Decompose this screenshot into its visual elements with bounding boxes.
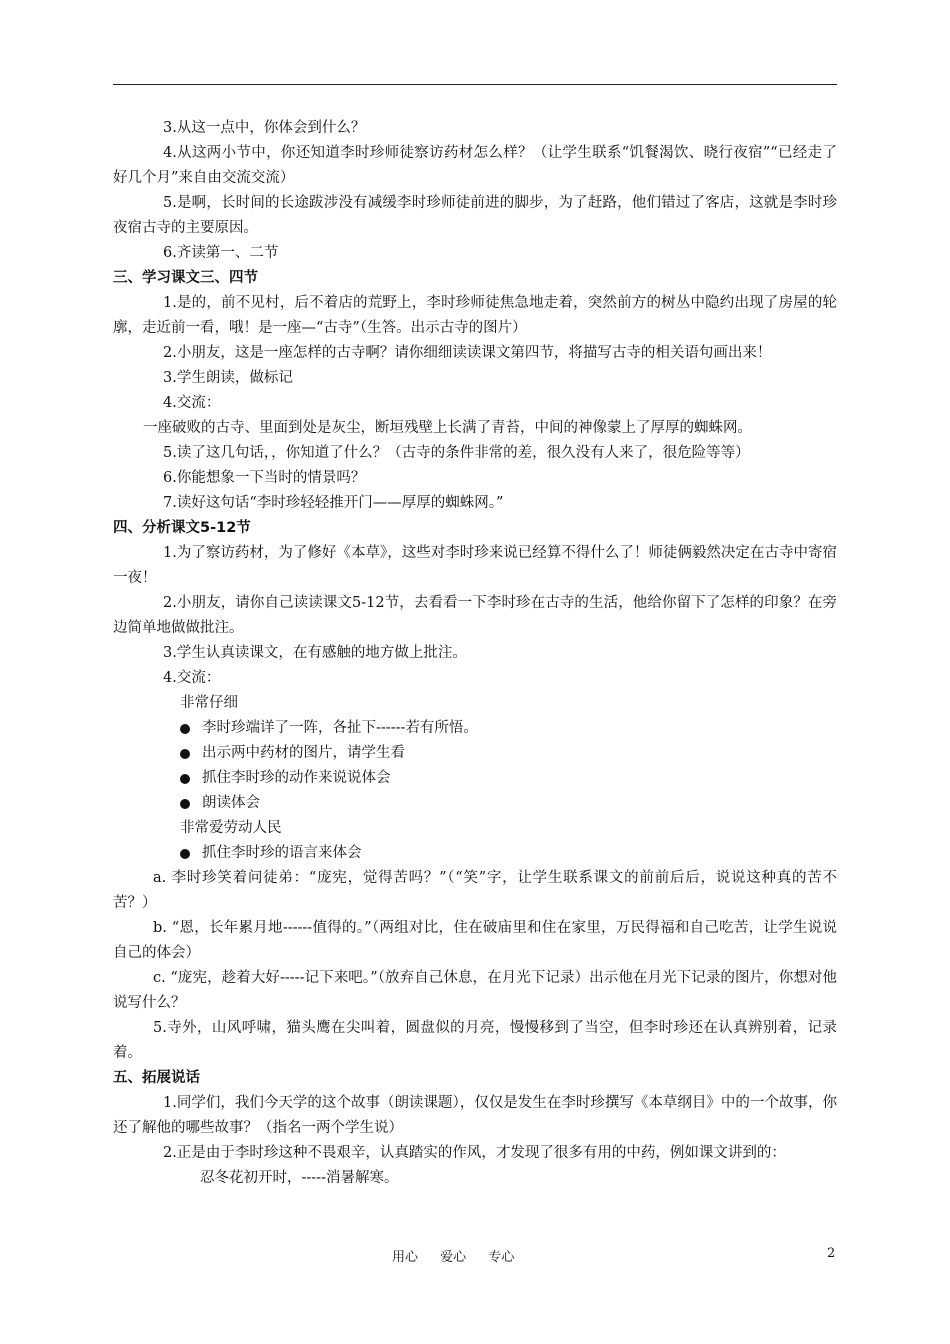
paragraph: 5.是啊，长时间的长途跋涉没有减缓李时珍师徒前进的脚步，为了赶路，他们错过了客店，这就是李时珍夜宿古寺的主要原因。 xyxy=(113,195,837,236)
paragraph: a. 李时珍笑着问徒弟：“庞宪，觉得苦吗？”（“笑”字，让学生联系课文的前前后后，说说这种真的苦不苦？） xyxy=(113,870,837,911)
bullet-dot-icon xyxy=(180,774,190,784)
bullet-dot-icon xyxy=(180,749,190,759)
section-heading: 三、学习课文三、四节 xyxy=(113,270,258,286)
footer-motto xyxy=(392,1246,532,1265)
paragraph: 5.寺外，山风呼啸，猫头鹰在尖叫着，圆盘似的月亮，慢慢移到了当空，但李时珍还在认真辨别着，记录着。 xyxy=(113,1020,837,1061)
bullet-dot-icon xyxy=(180,849,190,859)
paragraph: b. “恩，长年累月地------值得的。”（两组对比，住在破庙里和住在家里，万民得福和自己吃苦，让学生说说自己的体会） xyxy=(113,920,837,961)
bullet-text: 出示两中药材的图片，请学生看 xyxy=(202,745,405,761)
paragraph: 3.学生认真读课文，在有感触的地方做上批注。 xyxy=(163,645,467,661)
section-heading: 四、分析课文5-12节 xyxy=(113,520,251,536)
subheading: 非常仔细 xyxy=(180,695,238,711)
header-rule xyxy=(113,84,837,85)
paragraph: 4.交流： xyxy=(163,395,221,411)
paragraph: 6.齐读第一、二节 xyxy=(163,245,279,261)
bullet-item xyxy=(113,791,837,816)
paragraph: 2.小朋友，请你自己读读课文5-12节，去看看一下李时珍在古寺的生活，他给你留下了怎样的印象？在旁边简单地做做批注。 xyxy=(113,595,837,636)
paragraph: 一座破败的古寺、里面到处是灰尘，断垣残壁上长满了青苔，中间的神像蒙上了厚厚的蜘蛛网。 xyxy=(143,420,752,436)
section-heading: 五、拓展说话 xyxy=(113,1070,200,1086)
subheading: 非常爱劳动人民 xyxy=(180,820,282,836)
bullet-item xyxy=(113,716,837,741)
bullet-text: 朗读体会 xyxy=(202,795,260,811)
paragraph: 7.读好这句话“李时珍轻轻推开门——厚厚的蜘蛛网。” xyxy=(163,495,504,511)
paragraph: 5.读了这几句话，，你知道了什么？（古寺的条件非常的差，很久没有人来了，很危险等等） xyxy=(163,445,750,461)
bullet-dot-icon xyxy=(180,724,190,734)
paragraph: 1.是的，前不见村，后不着店的荒野上，李时珍师徒焦急地走着，突然前方的树丛中隐约出现了房屋的轮廓，走近前一看，哦！是一座—“古寺”（生答。出示古寺的图片） xyxy=(113,295,837,336)
bullet-item xyxy=(113,741,837,766)
paragraph: 2.正是由于李时珍这种不畏艰辛，认真踏实的作风，才发现了很多有用的中药，例如课文讲到的： xyxy=(163,1145,786,1161)
bullet-item xyxy=(113,766,837,791)
bullet-text: 李时珍端详了一阵，各扯下------若有所悟。 xyxy=(202,720,478,736)
paragraph: 6.你能想象一下当时的情景吗？ xyxy=(163,470,366,486)
paragraph: 3.学生朗读，做标记 xyxy=(163,370,293,386)
footer-motto-item: 爱心 xyxy=(440,1250,467,1265)
page-number: 2 xyxy=(827,1246,836,1261)
paragraph: 1.同学们，我们今天学的这个故事（朗读课题），仅仅是发生在李时珍撰写《本草纲目》中的一个故事，你还了解他的哪些故事？（指名一两个学生说） xyxy=(113,1095,837,1136)
paragraph: 4.从这两小节中，你还知道李时珍师徒察访药材怎么样？（让学生联系“饥餐渴饮、晓行夜宿”“已经走了好几个月”来自由交流交流） xyxy=(113,145,837,186)
paragraph: c. “庞宪，趁着大好-----记下来吧。”（放弃自己休息，在月光下记录）出示他在月光下记录的图片，你想对他说写什么？ xyxy=(113,970,837,1011)
footer-motto-item: 专心 xyxy=(488,1250,515,1265)
paragraph: 4.交流： xyxy=(163,670,221,686)
document-body xyxy=(113,116,837,1191)
bullet-text: 抓住李时珍的语言来体会 xyxy=(202,845,362,861)
paragraph: 2.小朋友，这是一座怎样的古寺啊？请你细细读读课文第四节，将描写古寺的相关语句画出来！ xyxy=(163,345,772,361)
bullet-item xyxy=(113,841,837,866)
footer-motto-item: 用心 xyxy=(392,1250,419,1265)
paragraph: 1.为了察访药材，为了修好《本草》，这些对李时珍来说已经算不得什么了！师徒俩毅然决定在古寺中寄宿一夜！ xyxy=(113,545,837,586)
bullet-dot-icon xyxy=(180,799,190,809)
paragraph: 3.从这一点中，你体会到什么？ xyxy=(163,120,366,136)
quote-line: 忍冬花初开时，-----消暑解寒。 xyxy=(200,1170,399,1186)
bullet-text: 抓住李时珍的动作来说说体会 xyxy=(202,770,391,786)
